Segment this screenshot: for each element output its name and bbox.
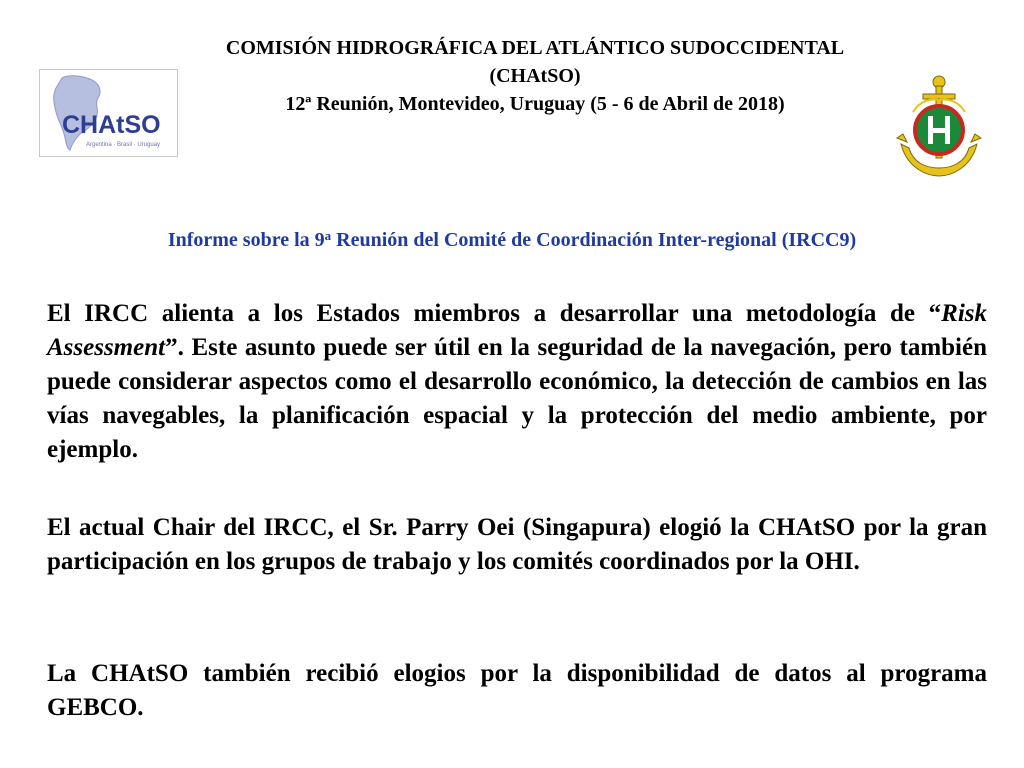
chatso-logo bbox=[39, 69, 178, 157]
header-acronym: (CHAtSO) bbox=[489, 65, 581, 87]
document-header bbox=[130, 34, 940, 118]
subtitle-ordinal: a bbox=[324, 228, 332, 243]
anchor-emblem-icon bbox=[893, 72, 985, 182]
report-subtitle bbox=[40, 226, 984, 254]
header-commission-name: COMISIÓN HIDROGRÁFICA DEL ATLÁNTICO SUDOCCIDENTAL bbox=[225, 37, 845, 59]
subtitle-text-start: Informe sobre la 9 bbox=[167, 229, 325, 251]
ihi-emblem bbox=[893, 72, 985, 182]
p1-text-start: El IRCC alienta a los Estados miembros a desarrollar una metodología de “ bbox=[47, 300, 942, 327]
subtitle-text-end: Reunión del Comité de Coordinación Inter-regional (IRCC9) bbox=[331, 229, 857, 251]
header-meeting-info: 12ª Reunión, Montevideo, Uruguay (5 - 6 de Abril de 2018) bbox=[285, 93, 785, 115]
logo-wordmark: CHAtSO bbox=[62, 111, 161, 139]
south-america-map-icon bbox=[40, 70, 179, 158]
paragraph-risk-assessment bbox=[47, 297, 987, 467]
p1-italic-term: Risk Assessment bbox=[47, 300, 987, 361]
paragraph-gebco: La CHAtSO también recibió elogios por la disponibilidad de datos al programa GEBCO. bbox=[47, 660, 987, 721]
logo-tagline: Argentina · Brasil · Uruguay bbox=[86, 142, 161, 148]
paragraph-ircc-chair: El actual Chair del IRCC, el Sr. Parry Oei (Singapura) elogió la CHAtSO por la gran participación en los grupos de trabajo y los comités coordinados por la OHI. bbox=[47, 514, 987, 575]
p1-text-end: ”. Este asunto puede ser útil en la seguridad de la navegación, pero también puede considerar aspectos como el desarrollo económico, la detección de cambios en las vías navegables, la planificación espacial y la protección del medio ambiente, por ejemplo. bbox=[47, 334, 987, 463]
